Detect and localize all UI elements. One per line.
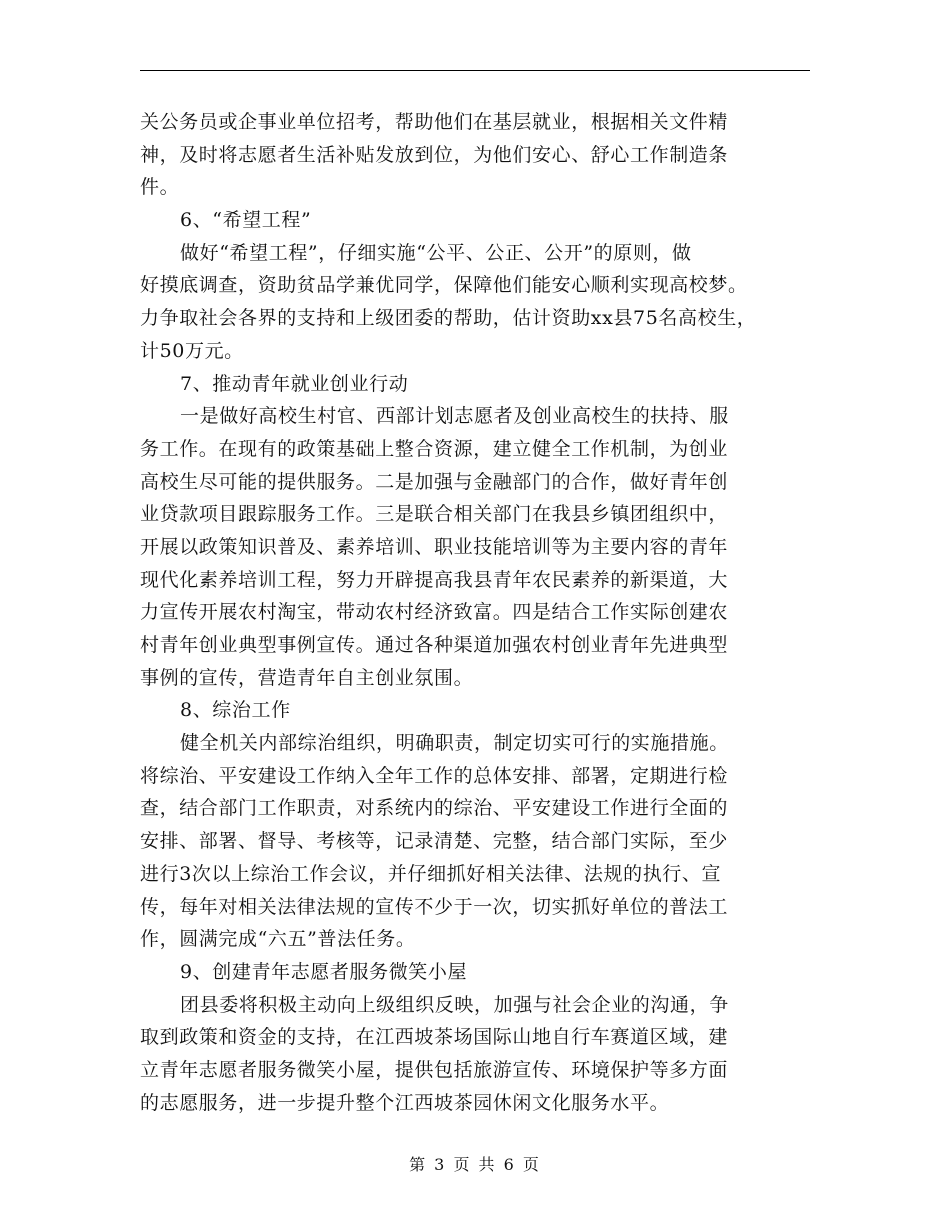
text-line: 好摸底调查，资助贫品学兼优同学，保障他们能安心顺利实现高校梦。 bbox=[140, 274, 748, 297]
text-line: 的志愿服务，进一步提升整个江西坡茶园休闲文化服务水平。 bbox=[140, 1091, 670, 1114]
text-line: 传，每年对相关法律法规的宣传不少于一次，切实抓好单位的普法工 bbox=[140, 895, 729, 918]
text-line: 团县委将积极主动向上级组织反映，加强与社会企业的沟通，争 bbox=[180, 993, 729, 1016]
text-line: 神，及时将志愿者生活补贴发放到位，为他们安心、舒心工作制造条 bbox=[140, 143, 729, 166]
text-line: 件。 bbox=[140, 176, 180, 199]
text-line: 进行3次以上综治工作会议，并仔细抓好相关法律、法规的执行、宣 bbox=[140, 862, 722, 885]
text-line: 8、综治工作 bbox=[180, 699, 291, 722]
text-line: 力宣传开展农村淘宝，带动农村经济致富。四是结合工作实际创建农 bbox=[140, 601, 729, 624]
text-line: 力争取社会各界的支持和上级团委的帮助，估计资助xx县75名高校生， bbox=[140, 307, 757, 330]
page-number-label: 第 3 页 共 6 页 bbox=[409, 1155, 541, 1174]
text-line: 务工作。在现有的政策基础上整合资源，建立健全工作机制，为创业 bbox=[140, 437, 729, 460]
text-line: 关公务员或企事业单位招考，帮助他们在基层就业，根据相关文件精 bbox=[140, 111, 729, 133]
text-line: 健全机关内部综治组织，明确职责，制定切实可行的实施措施。 bbox=[180, 732, 729, 755]
text-line: 现代化素养培训工程，努力开辟提高我县青年农民素养的新渠道，大 bbox=[140, 568, 729, 591]
text-line: 取到政策和资金的支持，在江西坡茶场国际山地自行车赛道区域，建 bbox=[140, 1026, 729, 1049]
text-line: 一是做好高校生村官、西部计划志愿者及创业高校生的扶持、服 bbox=[180, 405, 729, 428]
text-line: 做好“希望工程”，仔细实施“公平、公正、公开”的原则，做 bbox=[180, 241, 692, 264]
document-body bbox=[140, 106, 810, 1119]
header-rule bbox=[140, 70, 810, 71]
text-line: 7、推动青年就业创业行动 bbox=[180, 372, 409, 395]
text-line: 安排、部署、督导、考核等，记录清楚、完整，结合部门实际，至少 bbox=[140, 830, 729, 853]
text-line: 6、“希望工程” bbox=[180, 209, 312, 232]
text-line: 计50万元。 bbox=[140, 339, 244, 362]
text-line: 村青年创业典型事例宣传。通过各种渠道加强农村创业青年先进典型 bbox=[140, 634, 729, 656]
text-line: 高校生尽可能的提供服务。二是加强与金融部门的合作，做好青年创 bbox=[140, 470, 729, 493]
text-line: 将综治、平安建设工作纳入全年工作的总体安排、部署，定期进行检 bbox=[140, 764, 729, 787]
text-line: 作，圆满完成“六五”普法任务。 bbox=[140, 928, 416, 951]
text-line: 业贷款项目跟踪服务工作。三是联合相关部门在我县乡镇团组织中， bbox=[140, 503, 729, 526]
text-line: 查，结合部门工作职责，对系统内的综治、平安建设工作进行全面的 bbox=[140, 797, 729, 820]
text-line: 9、创建青年志愿者服务微笑小屋 bbox=[180, 960, 468, 983]
page-footer bbox=[0, 1152, 950, 1175]
text-line: 开展以政策知识普及、素养培训、职业技能培训等为主要内容的青年 bbox=[140, 535, 729, 558]
text-line: 事例的宣传，营造青年自主创业氛围。 bbox=[140, 666, 474, 689]
text-line: 立青年志愿者服务微笑小屋，提供包括旅游宣传、环境保护等多方面 bbox=[140, 1058, 729, 1081]
